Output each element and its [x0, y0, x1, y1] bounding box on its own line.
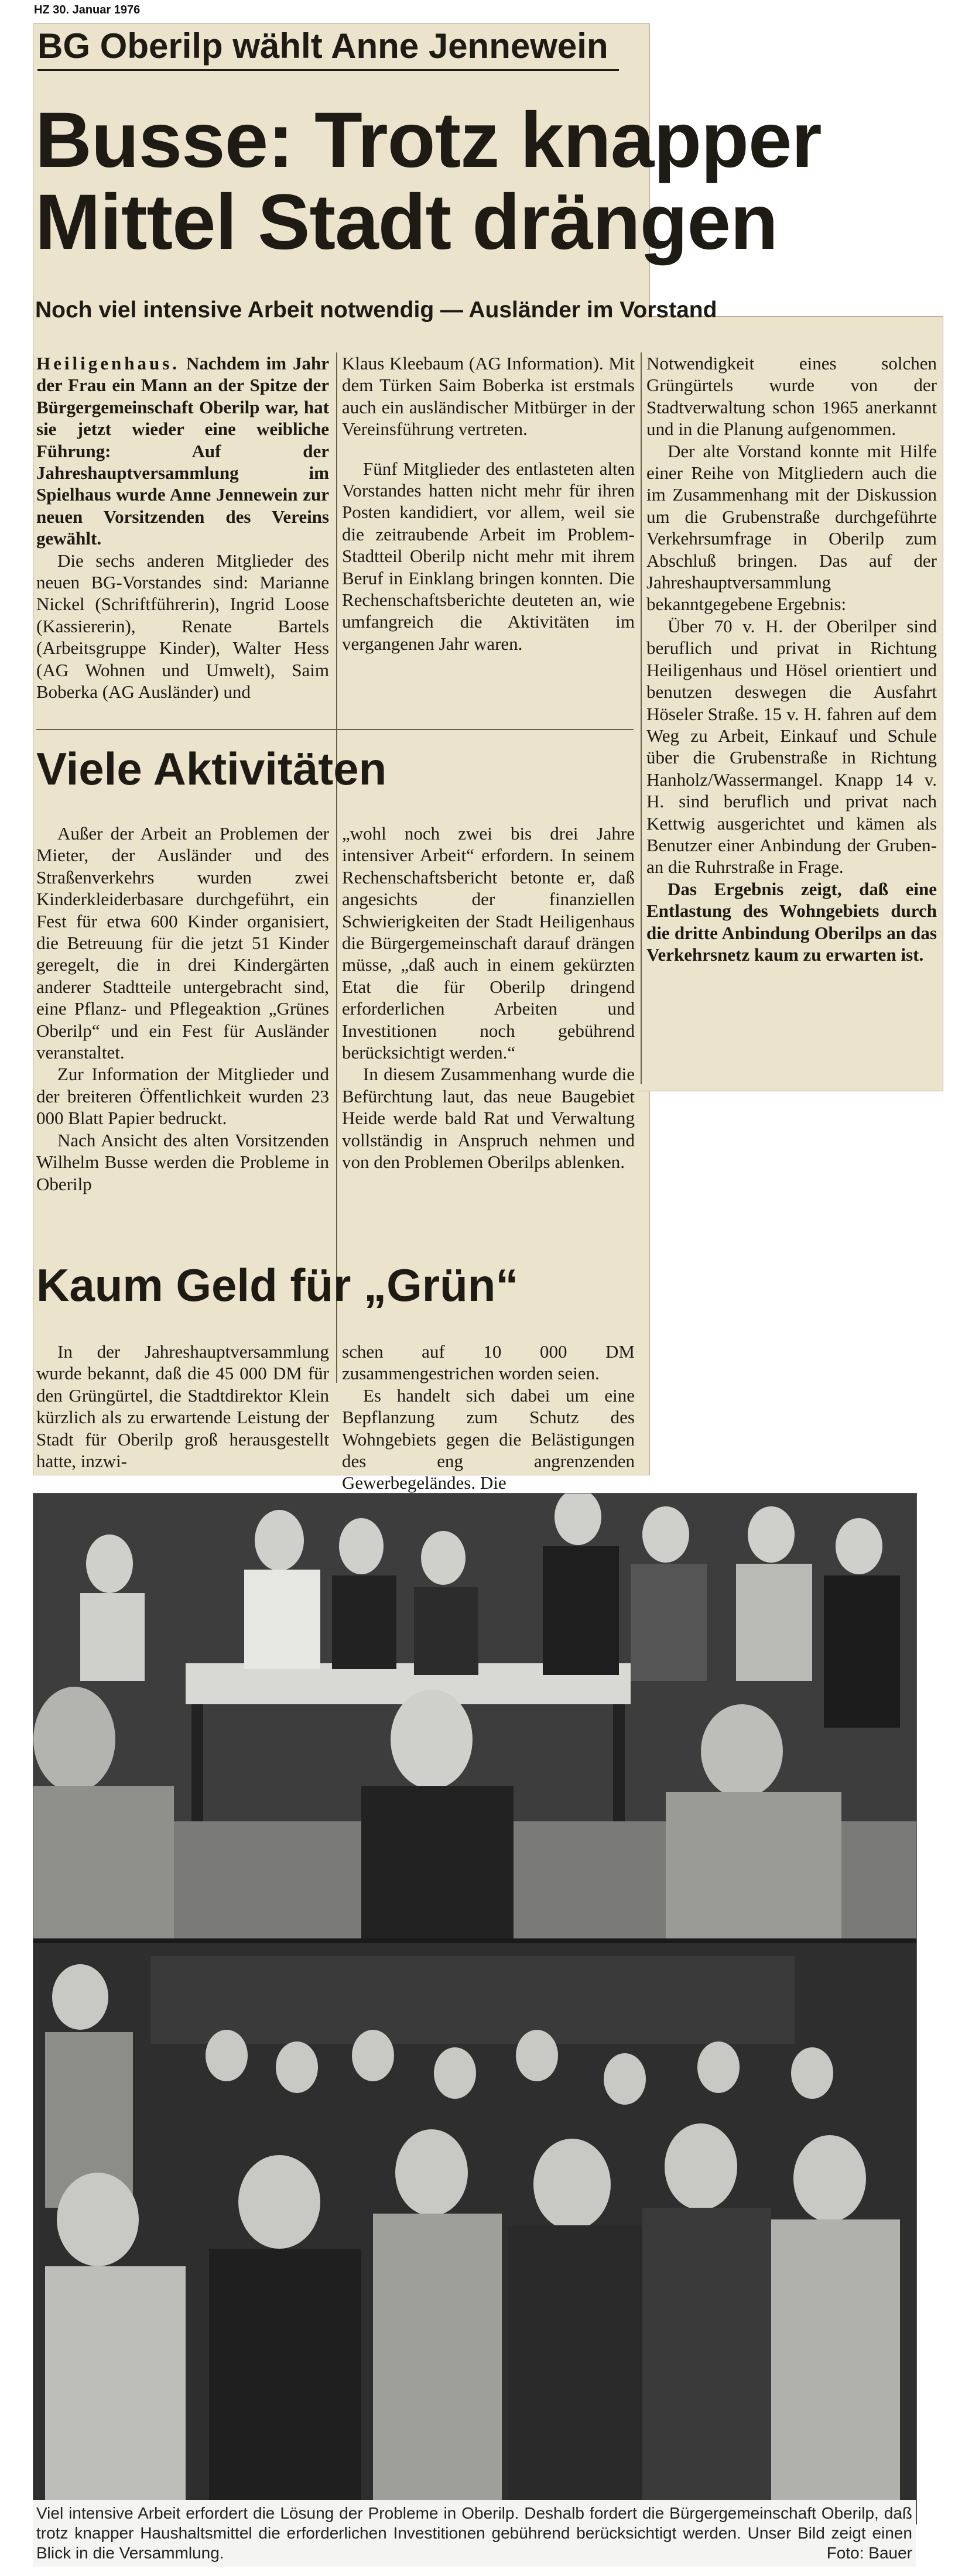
section-heading: Viele Aktivitäten: [36, 743, 387, 794]
paragraph-conclusion: Das Ergebnis zeigt, daß eine Entlastung des Wohngebiets durch die dritte Anbindung Oberilps an das Verkehrsnetz kaum zu erwarten ist.: [646, 878, 937, 965]
caption-text: Viel intensive Arbeit erfordert die Lösung der Probleme in Oberilp. Deshalb fordert die Bürgergemeinschaft Oberilp, daß trotz knapper Haushaltsmittel die erforderlichen Investitionen gebührend berücksichtigt werden. Unser Bild zeigt einen Blick in die Versammlung.: [36, 2504, 912, 2562]
column-rule: [641, 352, 642, 1084]
paragraph: Die sechs anderen Mitglieder des neuen BG-Vorstandes sind: Marianne Nickel (Schriftführerin), Ingrid Loose (Kassiererin), Renate Bartels (Arbeitsgruppe Kinder), Walter Hess (AG Wohnen und Umwelt), Saim Boberka (AG Ausländer) und: [36, 550, 329, 703]
photo-credit: Foto: Bauer: [826, 2544, 912, 2562]
paragraph: Klaus Kleebaum (AG Information). Mit dem Türken Saim Boberka ist erstmals auch ein ausländischer Mitbürger in der Vereinsführung vertreten.: [342, 353, 635, 440]
paragraph: In diesem Zusammenhang wurde die Befürchtung laut, das neue Baugebiet Heide werde bald Rat und Verwaltung vollständig in Anspruch nehmen und von den Problemen Oberilps ablenken.: [342, 1064, 635, 1173]
lead-dateline: Heiligenhaus.: [36, 353, 180, 374]
photo-caption: [33, 2500, 916, 2567]
article-headline: Busse: Trotz knapper Mittel Stadt drängen: [35, 97, 822, 266]
section-rule: [36, 729, 634, 730]
clipping-date-note: HZ 30. Januar 1976: [34, 4, 141, 16]
article-column-3: [646, 352, 937, 965]
section-heading: Kaum Geld für „Grün“: [36, 1259, 519, 1311]
section1-column-2: [342, 823, 635, 1173]
article-subhead: Noch viel intensive Arbeit notwendig — Ausländer im Vorstand: [35, 297, 717, 323]
article-column-2: [342, 352, 635, 655]
paragraph: Nach Ansicht des alten Vorsitzenden Wilhelm Busse werden die Probleme in Oberilp: [36, 1129, 329, 1194]
section2-column-2: [342, 1341, 635, 1494]
paragraph: Notwendigkeit eines solchen Grüngürtels wurde von der Stadtverwaltung schon 1965 anerkannt und in die Planung aufgenommen.: [646, 353, 937, 440]
meeting-photo-illustration: [33, 1493, 916, 2524]
paragraph: Es handelt sich dabei um eine Bepflanzung zum Schutz des Wohngebiets gegen die Belästigungen des eng angrenzenden Gewerbegeländes. Die: [342, 1385, 635, 1493]
paragraph: Zur Information der Mitglieder und der breiteren Öffentlichkeit wurden 23 000 Blatt Papier bedruckt.: [36, 1064, 329, 1129]
meeting-photo: [33, 1493, 917, 2524]
paragraph: Fünf Mitglieder des entlasteten alten Vorstandes hatten nicht mehr für ihren Posten kandidiert, vor allem, weil sie die zeitraubende Arbeit im Problem-Stadtteil Oberilp nicht mehr mit ihrem Beruf in Einklang bringen konnten. Die Rechenschaftsberichte deuteten an, wie umfangreich die Aktivitäten im vergangenen Jahr waren.: [342, 458, 635, 654]
section1-column-1: [36, 823, 329, 1195]
paragraph: In der Jahreshauptversammlung wurde bekannt, daß die 45 000 DM für den Grüngürtel, die Stadtdirektor Klein kürzlich als zu erwartende Leistung der Stadt für Oberilp groß herausgestellt hatte, inzwi-: [36, 1341, 329, 1472]
paragraph: „wohl noch zwei bis drei Jahre intensiver Arbeit“ erfordern. In seinem Rechenschaftsbericht betonte er, daß angesichts der finanziellen Schwierigkeiten der Stadt Heiligenhaus die Bürgergemeinschaft darauf drängen müsse, „daß auch in einem gekürzten Etat die für Oberilp dringend erforderlichen Arbeiten und Investitionen noch gebührend berücksichtigt werden.“: [342, 823, 635, 1063]
article-column-1: [36, 352, 329, 703]
paragraph: Außer der Arbeit an Problemen der Mieter, der Ausländer und des Straßenverkehrs wurden zwei Kinderkleiderbasare durchgeführt, ein Fest für etwa 600 Kinder organisiert, die Betreuung für die jetzt 51 Kinder geregelt, die in drei Kindergärten anderer Stadtteile untergebracht sind, eine Pflanz- und Pflegeaktion „Grünes Oberilp“ und ein Fest für Ausländer veranstaltet.: [36, 823, 329, 1063]
paragraph: Über 70 v. H. der Oberilper sind beruflich und privat in Richtung Heiligenhaus und Hösel orientiert und benutzen deswegen die Ausfahrt Höseler Straße. 15 v. H. fahren auf dem Weg zu Arbeit, Einkauf und Schule über die Grubenstraße in Richtung Hanholz/Wassermangel. Knapp 14 v. H. sind beruflich und privat nach Kettwig ausgerichtet und kämen als Benutzer einer Anbindung der Gruben- an die Ruhrstraße in Frage.: [646, 615, 937, 878]
article-kicker: BG Oberilp wählt Anne Jennewein: [37, 23, 619, 71]
lead-paragraph: Nachdem im Jahr der Frau ein Mann an der Spitze der Bürgergemeinschaft Oberilp war, hat sie jetzt wieder eine weibliche Führung: Auf der Jahreshauptversammlung im Spielhaus wurde Anne Jennewein zur neuen Vorsitzenden des Vereins gewählt.: [36, 353, 330, 549]
paragraph: schen auf 10 000 DM zusammengestrichen worden seien.: [342, 1341, 635, 1384]
section2-column-1: [36, 1341, 329, 1472]
paragraph: Der alte Vorstand konnte mit Hilfe einer Reihe von Mitgliedern auch die im Zusammenhang mit der Diskussion um die Grubenstraße durchgeführte Verkehrsumfrage in Oberilp zum Abschluß bringen. Das auf der Jahreshauptversammlung bekanntgegebene Ergebnis:: [646, 440, 937, 615]
column-rule: [336, 352, 337, 1383]
